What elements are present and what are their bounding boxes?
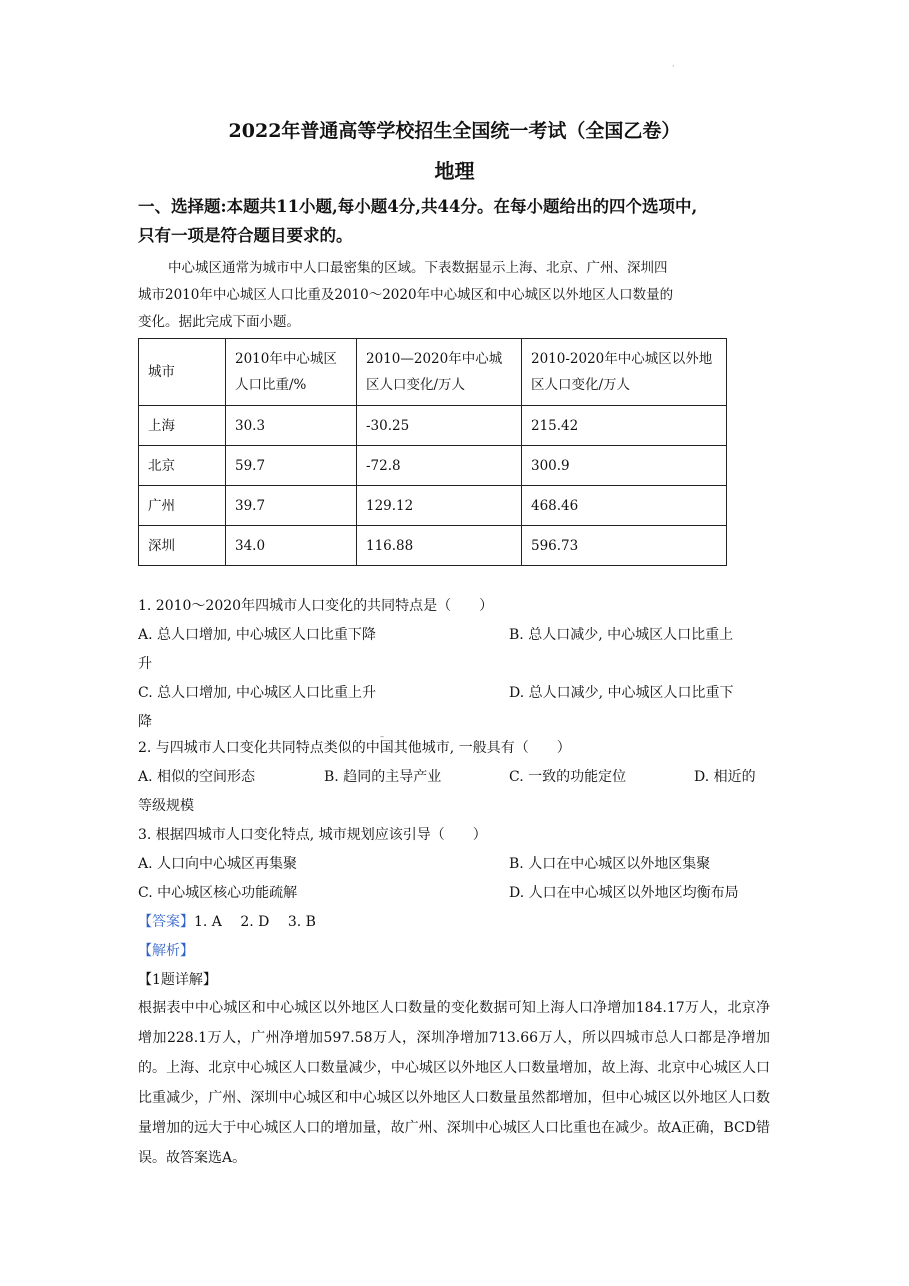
table-cell: -72.8 bbox=[357, 446, 522, 486]
table-row bbox=[139, 406, 727, 446]
table-header-cell: 2010年中心城区人口比重/% bbox=[226, 339, 357, 406]
table-cell: -30.25 bbox=[357, 406, 522, 446]
table-row bbox=[139, 486, 727, 526]
exam-title: 2022年普通高等学校招生全国统一考试（全国乙卷） bbox=[228, 120, 681, 142]
table-cell: 300.9 bbox=[522, 446, 727, 486]
table-cell: 39.7 bbox=[226, 486, 357, 526]
section-heading-line-1: 一、选择题:本题共11小题,每小题4分,共44分。在每小题给出的四个选项中, bbox=[138, 197, 698, 216]
table-cell: 34.0 bbox=[226, 526, 357, 566]
option-d-continuation: 降 bbox=[138, 714, 152, 730]
option-d-continuation: 等级规模 bbox=[138, 798, 194, 814]
intro-line-3: 变化。据此完成下面小题。 bbox=[138, 314, 300, 330]
intro-line-2: 城市2010年中心城区人口比重及2010～2020年中心城区和中心城区以外地区人口数量的 bbox=[138, 287, 674, 303]
table-row bbox=[139, 526, 727, 566]
option-row bbox=[138, 679, 778, 708]
answer-block bbox=[138, 908, 778, 995]
option-d: D. 相近的 bbox=[694, 769, 756, 785]
option-d: D. 人口在中心城区以外地区均衡布局 bbox=[509, 885, 739, 901]
table-cell: 北京 bbox=[139, 446, 226, 486]
detail-label: 【1题详解】 bbox=[138, 972, 217, 988]
table-cell: 116.88 bbox=[357, 526, 522, 566]
question-stem: 2. 与四城市人口变化共同特点类似的中国其他城市, 一般具有（ ） bbox=[138, 740, 571, 756]
intro-line-1: 中心城区通常为城市中人口最密集的区域。下表数据显示上海、北京、广州、深圳四 bbox=[168, 260, 668, 276]
question-3 bbox=[138, 821, 778, 908]
table-header-cell: 2010—2020年中心城区人口变化/万人 bbox=[357, 339, 522, 406]
answer-line bbox=[138, 908, 778, 937]
option-c: C. 中心城区核心功能疏解 bbox=[138, 885, 298, 901]
option-a: A. 相似的空间形态 bbox=[138, 769, 256, 785]
table-row bbox=[139, 446, 727, 486]
table-cell: 129.12 bbox=[357, 486, 522, 526]
question-2 bbox=[138, 734, 778, 821]
question-stem: 1. 2010～2020年四城市人口变化的共同特点是（ ） bbox=[138, 598, 494, 614]
table-cell: 215.42 bbox=[522, 406, 727, 446]
question-1 bbox=[138, 592, 778, 737]
option-row bbox=[138, 879, 778, 908]
question-stem: 3. 根据四城市人口变化特点, 城市规划应该引导（ ） bbox=[138, 827, 487, 843]
option-c: C. 总人口增加, 中心城区人口比重上升 bbox=[138, 685, 377, 701]
option-a: A. 总人口增加, 中心城区人口比重下降 bbox=[138, 627, 376, 643]
subject-title: 地理 bbox=[434, 159, 475, 183]
stray-mark: – bbox=[380, 732, 384, 741]
table-cell: 上海 bbox=[139, 406, 226, 446]
table-cell: 30.3 bbox=[226, 406, 357, 446]
table-cell: 468.46 bbox=[522, 486, 727, 526]
explanation-paragraph: 根据表中中心城区和中心城区以外地区人口数量的变化数据可知上海人口净增加184.17万人，北京净增加228.1万人，广州净增加597.58万人，深圳净增加713.66万人，所以四城市总人口都是净增加的。上海、北京中心城区人口数量减少，中心城区以外地区人口数量增加，故上海、北京中心城区人口比重减少，广州、深圳中心城区和中心城区以外地区人口数量虽然都增加，但中心城区以外地区人口数量增加的远大于中心城区人口的增加量，故广州、深圳中心城区人口比重也在减少。故A正确，BCD错误。故答案选A。 bbox=[138, 1000, 770, 1166]
option-a: A. 人口向中心城区再集聚 bbox=[138, 856, 298, 872]
option-d: D. 总人口减少, 中心城区人口比重下 bbox=[509, 685, 734, 701]
table-cell: 59.7 bbox=[226, 446, 357, 486]
table-header-row bbox=[139, 339, 727, 406]
table-cell: 广州 bbox=[139, 486, 226, 526]
answer-label: 【答案】 bbox=[138, 914, 194, 930]
option-row bbox=[138, 850, 778, 879]
page-mark: · bbox=[672, 62, 675, 71]
table-cell: 596.73 bbox=[522, 526, 727, 566]
option-c: C. 一致的功能定位 bbox=[509, 769, 627, 785]
option-b: B. 趋同的主导产业 bbox=[324, 769, 442, 785]
section-heading bbox=[138, 192, 778, 250]
table-header-cell: 城市 bbox=[139, 339, 226, 406]
table-header-cell: 2010-2020年中心城区以外地区人口变化/万人 bbox=[522, 339, 727, 406]
section-heading-line-2: 只有一项是符合题目要求的。 bbox=[138, 226, 353, 245]
option-row bbox=[138, 763, 778, 792]
analysis-label: 【解析】 bbox=[138, 943, 194, 959]
option-row bbox=[138, 621, 778, 650]
intro-paragraph bbox=[138, 255, 770, 336]
table-cell: 深圳 bbox=[139, 526, 226, 566]
option-b: B. 总人口减少, 中心城区人口比重上 bbox=[509, 627, 734, 643]
option-b: B. 人口在中心城区以外地区集聚 bbox=[509, 856, 711, 872]
option-b-continuation: 升 bbox=[138, 656, 152, 672]
answer-text: 1. A 2. D 3. B bbox=[194, 914, 316, 930]
population-table bbox=[138, 338, 727, 566]
